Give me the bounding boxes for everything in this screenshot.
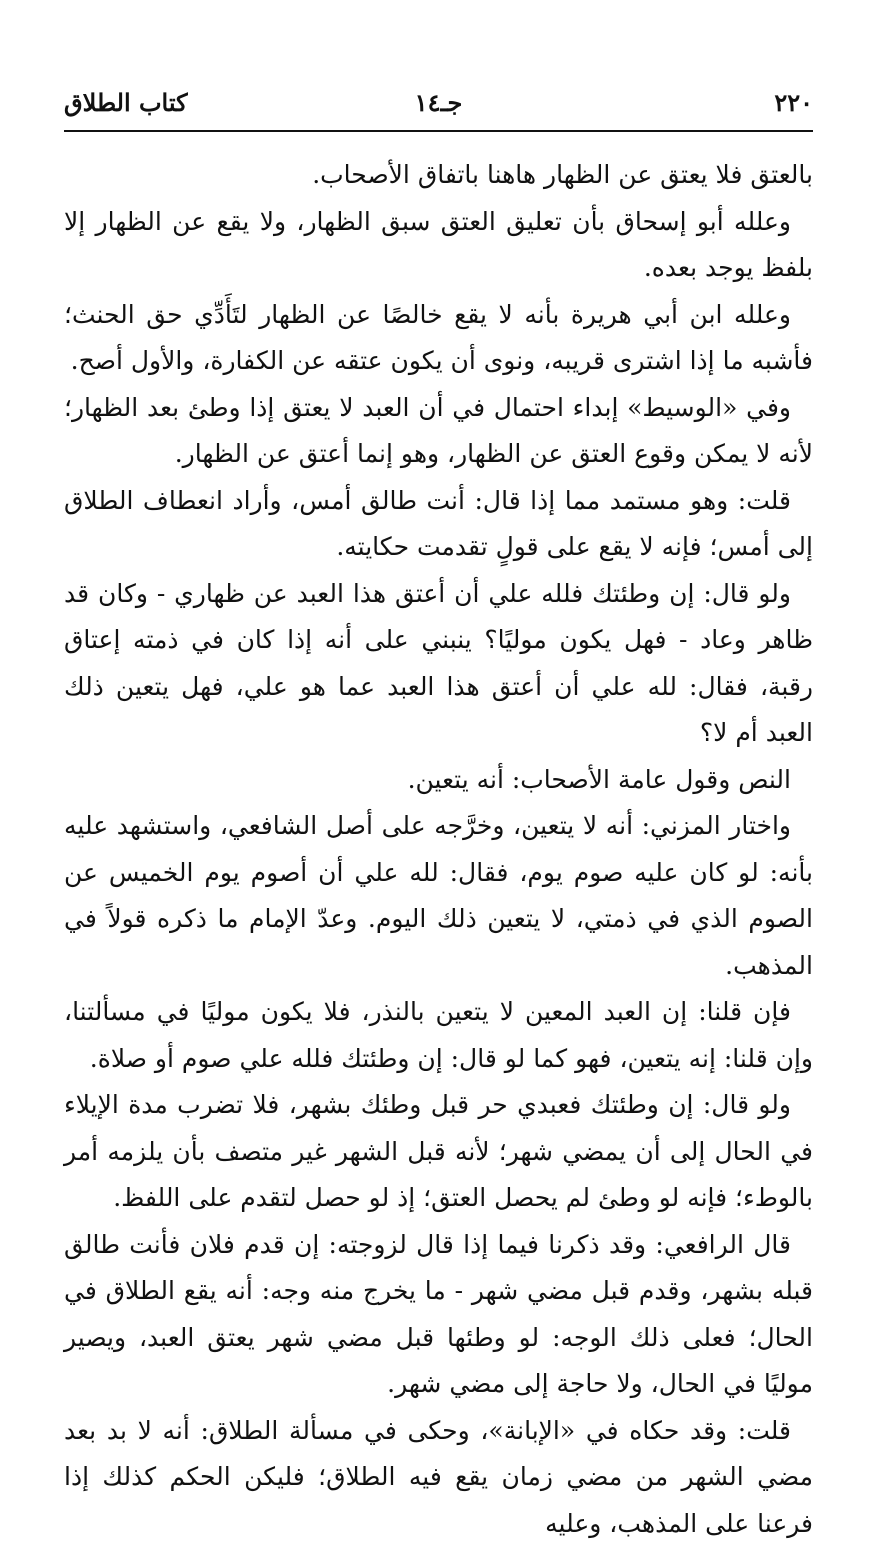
paragraph: وعلله أبو إسحاق بأن تعليق العتق سبق الظهار، ولا يقع عن الظهار إلا بلفظ يوجد بعده. bbox=[64, 199, 813, 292]
header-rule bbox=[64, 130, 813, 132]
paragraph: فإن قلنا: إن العبد المعين لا يتعين بالنذر، فلا يكون موليًا في مسألتنا، وإن قلنا: إنه يتعين، فهو كما لو قال: إن وطئتك فلله علي صوم أو صلاة. bbox=[64, 989, 813, 1082]
paragraph: النص وقول عامة الأصحاب: أنه يتعين. bbox=[64, 757, 813, 804]
paragraph: وعلله ابن أبي هريرة بأنه لا يقع خالصًا عن الظهار لتَأَدِّي حق الحنث؛ فأشبه ما إذا اشترى قريبه، ونوى أن يكون عتقه عن الكفارة، والأول أصح. bbox=[64, 292, 813, 385]
volume-label: جـ١٤ bbox=[64, 88, 813, 117]
paragraph: ولو قال: إن وطئتك فعبدي حر قبل وطئك بشهر، فلا تضرب مدة الإيلاء في الحال إلى أن يمضي شهر؛ لأنه قبل الشهر غير متصف بأن يلزمه أمر بالوطء؛ فإنه لو وطئ لم يحصل العتق؛ إذ لو حصل لتقدم على اللفظ. bbox=[64, 1082, 813, 1222]
paragraph: قلت: وقد حكاه في «الإبانة»، وحكى في مسألة الطلاق: أنه لا بد بعد مضي الشهر من مضي زمان يقع فيه الطلاق؛ فليكن الحكم كذلك إذا فرعنا على المذهب، وعليه bbox=[64, 1408, 813, 1547]
running-header bbox=[64, 88, 813, 126]
page-body bbox=[64, 152, 813, 1547]
paragraph: قال الرافعي: وقد ذكرنا فيما إذا قال لزوجته: إن قدم فلان فأنت طالق قبله بشهر، وقدم قبل مضي شهر - ما يخرج منه وجه: أنه يقع الطلاق في الحال؛ فعلى ذلك الوجه: لو وطئها قبل مضي شهر يعتق العبد، ويصير موليًا في الحال، ولا حاجة إلى مضي شهر. bbox=[64, 1222, 813, 1408]
paragraph: قلت: وهو مستمد مما إذا قال: أنت طالق أمس، وأراد انعطاف الطلاق إلى أمس؛ فإنه لا يقع على قولٍ تقدمت حكايته. bbox=[64, 478, 813, 571]
paragraph: واختار المزني: أنه لا يتعين، وخرَّجه على أصل الشافعي، واستشهد عليه بأنه: لو كان عليه صوم يوم، فقال: لله علي أن أصوم يوم الخميس عن الصوم الذي في ذمتي، لا يتعين ذلك اليوم. وعدّ الإمام ما ذكره قولاً في المذهب. bbox=[64, 803, 813, 989]
paragraph-continuation: بالعتق فلا يعتق عن الظهار هاهنا باتفاق الأصحاب. bbox=[64, 152, 813, 199]
paragraph: ولو قال: إن وطئتك فلله علي أن أعتق هذا العبد عن ظهاري - وكان قد ظاهر وعاد - فهل يكون موليًا؟ ينبني على أنه إذا كان في ذمته إعتاق رقبة، فقال: لله علي أن أعتق هذا العبد عما هو علي، فهل يتعين ذلك العبد أم لا؟ bbox=[64, 571, 813, 757]
paragraph: وفي «الوسيط» إبداء احتمال في أن العبد لا يعتق إذا وطئ بعد الظهار؛ لأنه لا يمكن وقوع العتق عن الظهار، وهو إنما أعتق عن الظهار. bbox=[64, 385, 813, 478]
book-title: كتاب الطلاق bbox=[64, 88, 188, 117]
page-number: ٢٢٠ bbox=[774, 88, 813, 117]
